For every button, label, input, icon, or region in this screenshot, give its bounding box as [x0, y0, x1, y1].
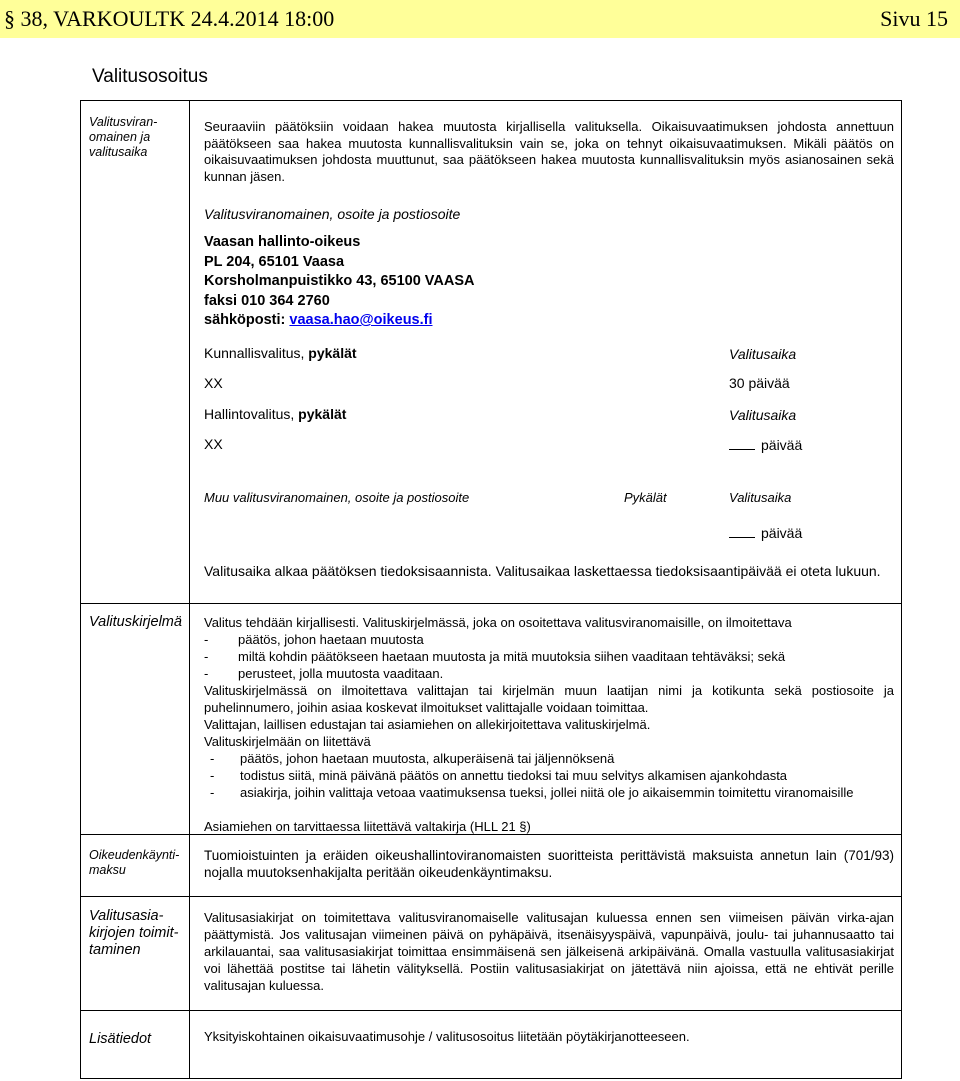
blank-field	[729, 524, 755, 538]
fax-number: faksi 010 364 2760	[204, 292, 330, 309]
time-label: Valitusaika	[729, 490, 792, 505]
delivery-text: Valitusasiakirjat on toimitettava valitusviranomaiselle valitusajan kuluessa ennen sen viimeisen päivän virka-ajan päättymistä. Jos valitusajan viimeinen päivä on pyhäpäivä, itsenäisyyspäivä, vapunpäivä, joulu- tai juhannusaatto tai arkilauantai, saa valitusasiakirjat toimittaa ensimmäisenä sen jälkeisenä arkipäivänä. Omalla vastuulla valitusasiakirjat voi lähettää postitse tai lähetin välityksellä. Postiin valitusasiakirjat on jätettävä niin ajoissa, että ne ehtivät perille valitusajan kuluessa.	[204, 910, 894, 993]
power-of-attorney-text: Asiamiehen on tarvittaessa liitettävä valtakirja (HLL 21 §)	[204, 819, 531, 834]
street-address: Korsholmanpuistikko 43, 65100 VAASA	[204, 273, 475, 289]
time-note: Valitusaika alkaa päätöksen tiedoksisaannista. Valitusaikaa laskettaessa tiedoksisaantipäivää ei oteta lukuun.	[204, 563, 881, 579]
court-name: Vaasan hallinto-oikeus	[204, 234, 361, 250]
row-divider	[80, 603, 902, 604]
label-line: maksu	[89, 863, 126, 877]
row-divider	[80, 896, 902, 897]
other-authority-heading: Muu valitusviranomainen, osoite ja postiosoite	[204, 490, 470, 505]
label-court-fee	[89, 848, 184, 878]
appeal-intro: Valitus tehdään kirjallisesti. Valituskirjelmässä, joka on osoitettava valitusviranomaisille, on ilmoitettava	[204, 615, 792, 630]
row-divider	[80, 1010, 902, 1011]
email-link[interactable]: vaasa.hao@oikeus.fi	[289, 312, 433, 328]
other-days: päivää	[729, 524, 802, 541]
additional-info-text: Yksityiskohtainen oikaisuvaatimusohje / valitusosoitus liitetään pöytäkirjanotteeseen.	[204, 1029, 690, 1044]
admin-days: päivää	[729, 436, 802, 453]
authority-address	[204, 233, 475, 331]
admin-appeal-label: Hallintovalitus, pykälät	[204, 406, 347, 422]
label-additional-info: Lisätiedot	[89, 1031, 152, 1047]
label-line: taminen	[89, 942, 141, 958]
header-page-number: Sivu 15	[880, 6, 948, 31]
other-sections-label: Pykälät	[624, 490, 667, 505]
label-document-delivery	[89, 908, 184, 959]
email-line	[204, 311, 475, 331]
po-box: PL 204, 65101 Vaasa	[204, 253, 345, 270]
time-label: Valitusaika	[729, 346, 797, 362]
page-header	[0, 0, 960, 38]
authority-heading: Valitusviranomainen, osoite ja postiosoite	[204, 206, 461, 222]
email-label: sähköposti:	[204, 312, 290, 328]
header-meeting-ref: § 38, VARKOULTK 24.4.2014 18:00	[4, 6, 335, 31]
blank-field	[729, 436, 755, 450]
label-authority-and-time	[89, 115, 184, 160]
time-label: Valitusaika	[729, 407, 797, 423]
label-line: omainen ja	[89, 130, 151, 144]
municipal-sections: XX	[204, 375, 223, 391]
label-line: valitusaika	[89, 145, 148, 159]
court-fee-text: Tuomioistuinten ja eräiden oikeushallintoviranomaisten suoritteista perittävistä maksuista annetun lain (701/93) nojalla muutoksenhakijalta peritään oikeudenkäyntimaksu.	[204, 848, 894, 880]
appeal-attachments-intro: Valituskirjelmään on liitettävä	[204, 734, 371, 749]
appeal-contact-text: Valituskirjelmässä on ilmoitettava valittajan tai kirjelmän muun laatijan nimi ja kotikunta sekä postiosoite ja puhelinnumero, joihin asiaa koskevat ilmoitukset valittajalle voidaan toimittaa.	[204, 683, 894, 715]
label-line: Valitusasia-	[89, 908, 164, 924]
label-line: kirjojen toimit-	[89, 925, 179, 941]
column-divider	[189, 100, 190, 1079]
page-title: Valitusosoitus	[92, 66, 208, 87]
label-line: Oikeudenkäynti-	[89, 848, 180, 862]
label-appeal-document: Valituskirjelmä	[89, 614, 182, 630]
municipal-appeal-label: Kunnallisvalitus, pykälät	[204, 345, 357, 361]
appeal-signature-text: Valittajan, laillisen edustajan tai asiamiehen on allekirjoitettava valituskirjelmä.	[204, 717, 651, 732]
intro-text: Seuraaviin päätöksiin voidaan hakea muutosta kirjallisella valituksella. Oikaisuvaatimuksen johdosta annettuun päätökseen saa hakea muutosta kunnallisvalituksin vain se, joka on tehnyt oikaisuvaatimuksen. Mikäli päätös on oikaisuvaatimuksen johdosta muuttunut, saa päätökseen hakea muutosta kunnallisvalituksin myös asianosainen sekä kunnan jäsen.	[204, 119, 894, 184]
label-line: Valitusviran-	[89, 115, 158, 129]
admin-sections: XX	[204, 436, 223, 452]
municipal-days: 30 päivää	[729, 375, 790, 391]
